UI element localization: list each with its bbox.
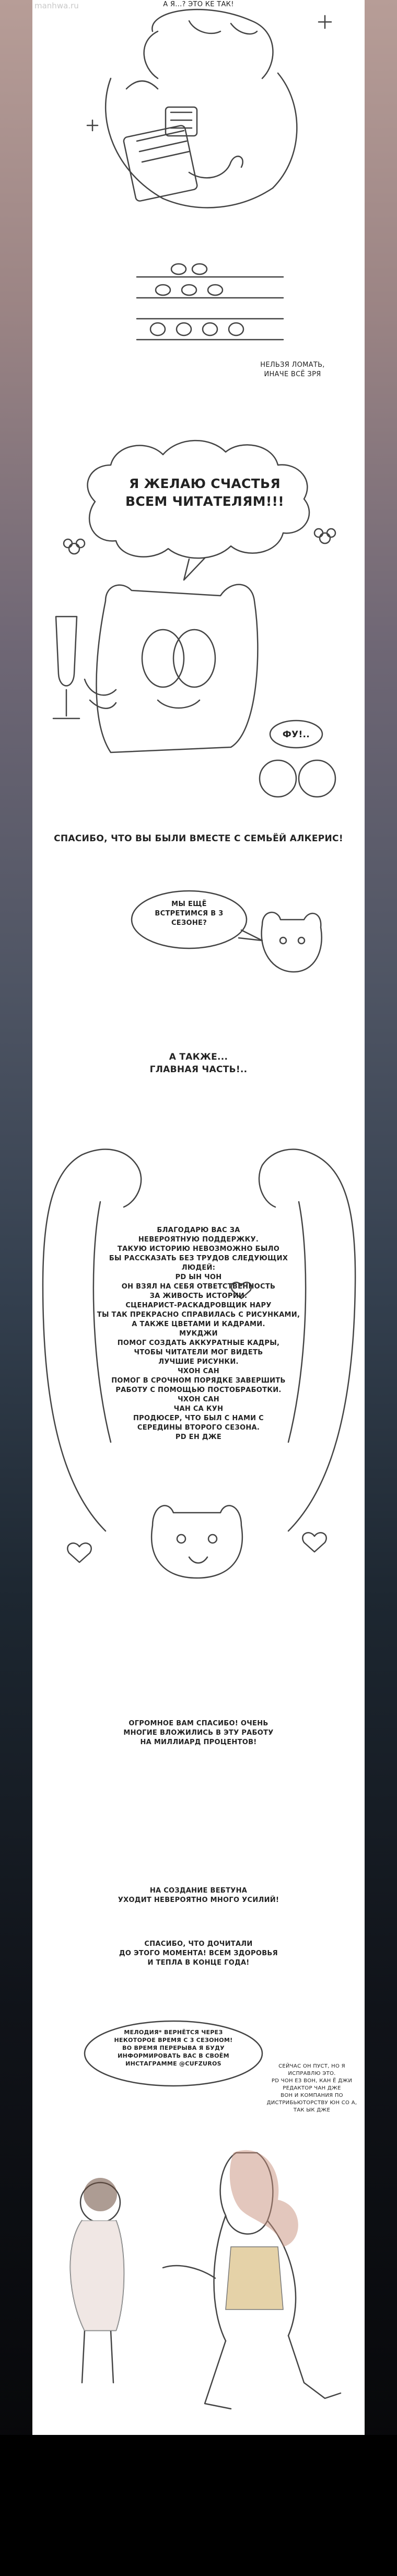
credit-line: ПРОДЮСЕР, ЧТО БЫЛ С НАМИ С	[133, 1414, 264, 1422]
cup-note-1: НЕЛЬЗЯ ЛОМАТЬ,	[260, 361, 325, 369]
wish-bubble-line-1: Я ЖЕЛАЮ СЧАСТЬЯ	[129, 476, 281, 491]
side-note-4: РЕДАКТОР ЧАН ДЖЕ	[283, 2085, 341, 2091]
credit-line: ЧХОН САН	[178, 1396, 219, 1403]
webtoon-effort-1: НА СОЗДАНИЕ ВЕБТУНА	[149, 1887, 248, 1895]
credit-line: ЧТОБЫ ЧИТАТЕЛИ МОГ ВИДЕТЬ	[134, 1349, 263, 1356]
credit-line: ЧХОН САН	[178, 1367, 219, 1375]
melody-bubble-2: НЕКОТОРОЕ ВРЕМЯ С 3 СЕЗОНОМ!	[114, 2037, 233, 2044]
fu-bubble: ФУ!..	[282, 729, 310, 740]
webtoon-effort-2: УХОДИТ НЕВЕРОЯТНО МНОГО УСИЛИЙ!	[118, 1896, 279, 1904]
credit-line: PD ЫН ЧОН	[175, 1273, 222, 1281]
credit-line: СЕРЕДИНЫ ВТОРОГО СЕЗОНА.	[137, 1424, 260, 1432]
season-bubble-3: СЕЗОНЕ?	[171, 919, 207, 927]
credit-line: ТЫ ТАК ПРЕКРАСНО СПРАВИЛАСЬ С РИСУНКАМИ,	[97, 1311, 300, 1319]
comic-page	[32, 0, 365, 2435]
season-bubble-2: ВСТРЕТИМСЯ В 3	[155, 910, 224, 918]
credit-line: ЧАН СА КУН	[173, 1405, 224, 1413]
side-note-7: ТАК ЫК ДЖЕ	[293, 2107, 331, 2113]
melody-bubble-5: ИНСТАГРАММЕ @CUFZUROS	[125, 2060, 221, 2067]
cup-note-2: ИНАЧЕ ВСЁ ЗРЯ	[264, 370, 321, 378]
side-note-5: ВОН И КОМПАНИЯ ПО	[281, 2093, 343, 2098]
melody-bubble-4: ИНФОРМИРОВАТЬ ВАС В СВОЁМ	[118, 2052, 229, 2059]
credit-line: БЛАГОДАРЮ ВАС ЗА	[157, 1226, 240, 1234]
season-bubble-1: МЫ ЕЩЁ	[171, 900, 207, 908]
credit-line: ПОМОГ СОЗДАТЬ АККУРАТНЫЕ КАДРЫ,	[117, 1339, 280, 1347]
thanks-many-2: МНОГИЕ ВЛОЖИЛИСЬ В ЭТУ РАБОТУ	[123, 1729, 274, 1737]
bottom-black-area	[0, 2435, 397, 2576]
credit-line: БЫ РАССКАЗАТЬ БЕЗ ТРУДОВ СЛЕДУЮЩИХ	[109, 1255, 288, 1262]
credit-line: РАБОТУ С ПОМОЩЬЮ ПОСТОБРАБОТКИ.	[115, 1386, 282, 1394]
side-note-3: PD ЧОН ЕЗ ВОН, КАН Ё ДЖИ	[271, 2078, 353, 2084]
credit-line: СЦЕНАРИСТ-РАСКАДРОВЩИК НАРУ	[125, 1302, 272, 1309]
side-note-2: ИСПРАВЛЮ ЭТО.	[288, 2071, 336, 2076]
thanks-many-3: НА МИЛЛИАРД ПРОЦЕНТОВ!	[140, 1738, 257, 1746]
side-note-6: ДИСТРИБЬЮТОРСТВУ ЮН СО А,	[266, 2100, 357, 2106]
credit-line: ТАКУЮ ИСТОРИЮ НЕВОЗМОЖНО БЫЛО	[117, 1245, 280, 1253]
credit-line: ОН ВЗЯЛ НА СЕБЯ ОТВЕТСТВЕННОСТЬ	[121, 1283, 276, 1291]
thanks-line: СПАСИБО, ЧТО ВЫ БЫЛИ ВМЕСТЕ С СЕМЬЁЙ АЛКЕРИС!	[54, 833, 343, 844]
top-caption: А Я...? ЭТО КЕ ТАК!	[163, 1, 234, 8]
credit-line: ЛУЧШИЕ РИСУНКИ.	[158, 1358, 239, 1366]
readers-thanks-1: СПАСИБО, ЧТО ДОЧИТАЛИ	[144, 1940, 253, 1948]
readers-thanks-3: И ТЕПЛА В КОНЦЕ ГОДА!	[147, 1959, 250, 1967]
credit-line: А ТАКЖЕ ЦВЕТАМИ И КАДРАМИ.	[132, 1320, 265, 1328]
watermark: manhwa.ru	[34, 1, 79, 10]
main-part-1: А ТАКЖЕ...	[169, 1052, 228, 1062]
melody-bubble-1: МЕЛОДИЯ* ВЕРНЁТСЯ ЧЕРЕЗ	[124, 2029, 223, 2036]
thanks-many-1: ОГРОМНОЕ ВАМ СПАСИБО! ОЧЕНЬ	[129, 1720, 268, 1727]
side-note-1: СЕЙЧАС ОН ПУСТ, НО Я	[278, 2063, 345, 2069]
credit-line: ЛЮДЕЙ:	[181, 1264, 216, 1272]
credit-line: МУКДЖИ	[179, 1330, 218, 1338]
credit-line: ЗА ЖИВОСТЬ ИСТОРИИ.	[149, 1292, 248, 1300]
readers-thanks-2: ДО ЭТОГО МОМЕНТА! ВСЕМ ЗДОРОВЬЯ	[119, 1950, 278, 1957]
wish-bubble-line-2: ВСЕМ ЧИТАТЕЛЯМ!!!	[125, 494, 284, 509]
main-part-2: ГЛАВНАЯ ЧАСТЬ!..	[149, 1064, 248, 1075]
credit-line: НЕВЕРОЯТНУЮ ПОДДЕРЖКУ.	[138, 1236, 259, 1244]
credit-line: PD ЕН ДЖЕ	[175, 1433, 222, 1441]
credit-line: ПОМОГ В СРОЧНОМ ПОРЯДКЕ ЗАВЕРШИТЬ	[111, 1377, 286, 1385]
melody-bubble-3: ВО ВРЕМЯ ПЕРЕРЫВА Я БУДУ	[122, 2045, 225, 2051]
